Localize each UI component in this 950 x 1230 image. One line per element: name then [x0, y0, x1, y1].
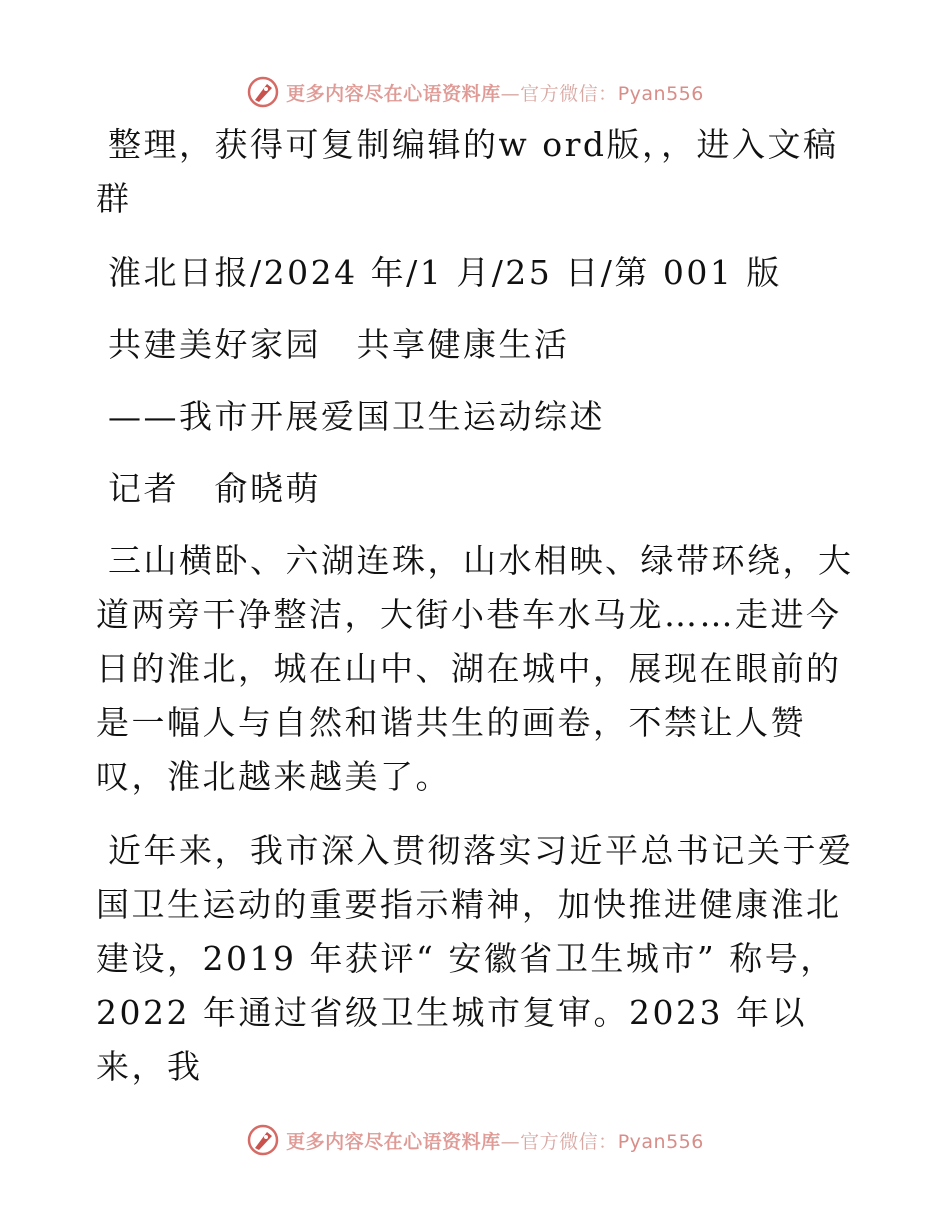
subheadline: ——我市开展爱国卫生运动综述 — [108, 397, 605, 436]
header-watermark — [0, 72, 950, 112]
source-line: 淮北日报/2024 年/1 月/25 日/第 001 版 — [108, 253, 782, 292]
footer-watermark — [0, 1120, 950, 1160]
pen-nib-circle-icon — [246, 75, 280, 109]
paragraph-2: 近年来，我市深入贯彻落实习近平总书记关于爱国卫生运动的重要指示精神，加快推进健康淮北建设，2019 年获评“ 安徽省卫生城市” 称号，2022 年通过省级卫生城市复审。2023 年以来，我 — [96, 831, 854, 1086]
headline: 共建美好家园 共享健康生活 — [108, 325, 570, 364]
watermark-wechat-label: 官方微信： — [520, 82, 618, 105]
watermark-text — [286, 79, 704, 106]
watermark-dash: — — [500, 1130, 521, 1153]
watermark-dash: — — [500, 82, 521, 105]
byline: 记者 俞晓萌 — [108, 469, 321, 508]
watermark-brand: 更多内容尽在心语资料库 — [286, 1130, 501, 1153]
paragraph-1: 三山横卧、六湖连珠，山水相映、绿带环绕，大道两旁干净整洁，大街小巷车水马龙……走进今日的淮北，城在山中、湖在城中，展现在眼前的是一幅人与自然和谐共生的画卷，不禁让人赞叹，淮北越来越美了。 — [96, 541, 854, 796]
watermark-wechat-id: Pyan556 — [617, 82, 704, 105]
watermark-brand: 更多内容尽在心语资料库 — [286, 82, 501, 105]
watermark-text — [286, 1127, 704, 1154]
document-body — [96, 118, 856, 1114]
intro-line: 整理，获得可复制编辑的w ord版，，进入文稿群 — [96, 125, 839, 218]
pen-nib-circle-icon — [246, 1123, 280, 1157]
watermark-wechat-id: Pyan556 — [617, 1130, 704, 1153]
watermark-wechat-label: 官方微信： — [520, 1130, 618, 1153]
